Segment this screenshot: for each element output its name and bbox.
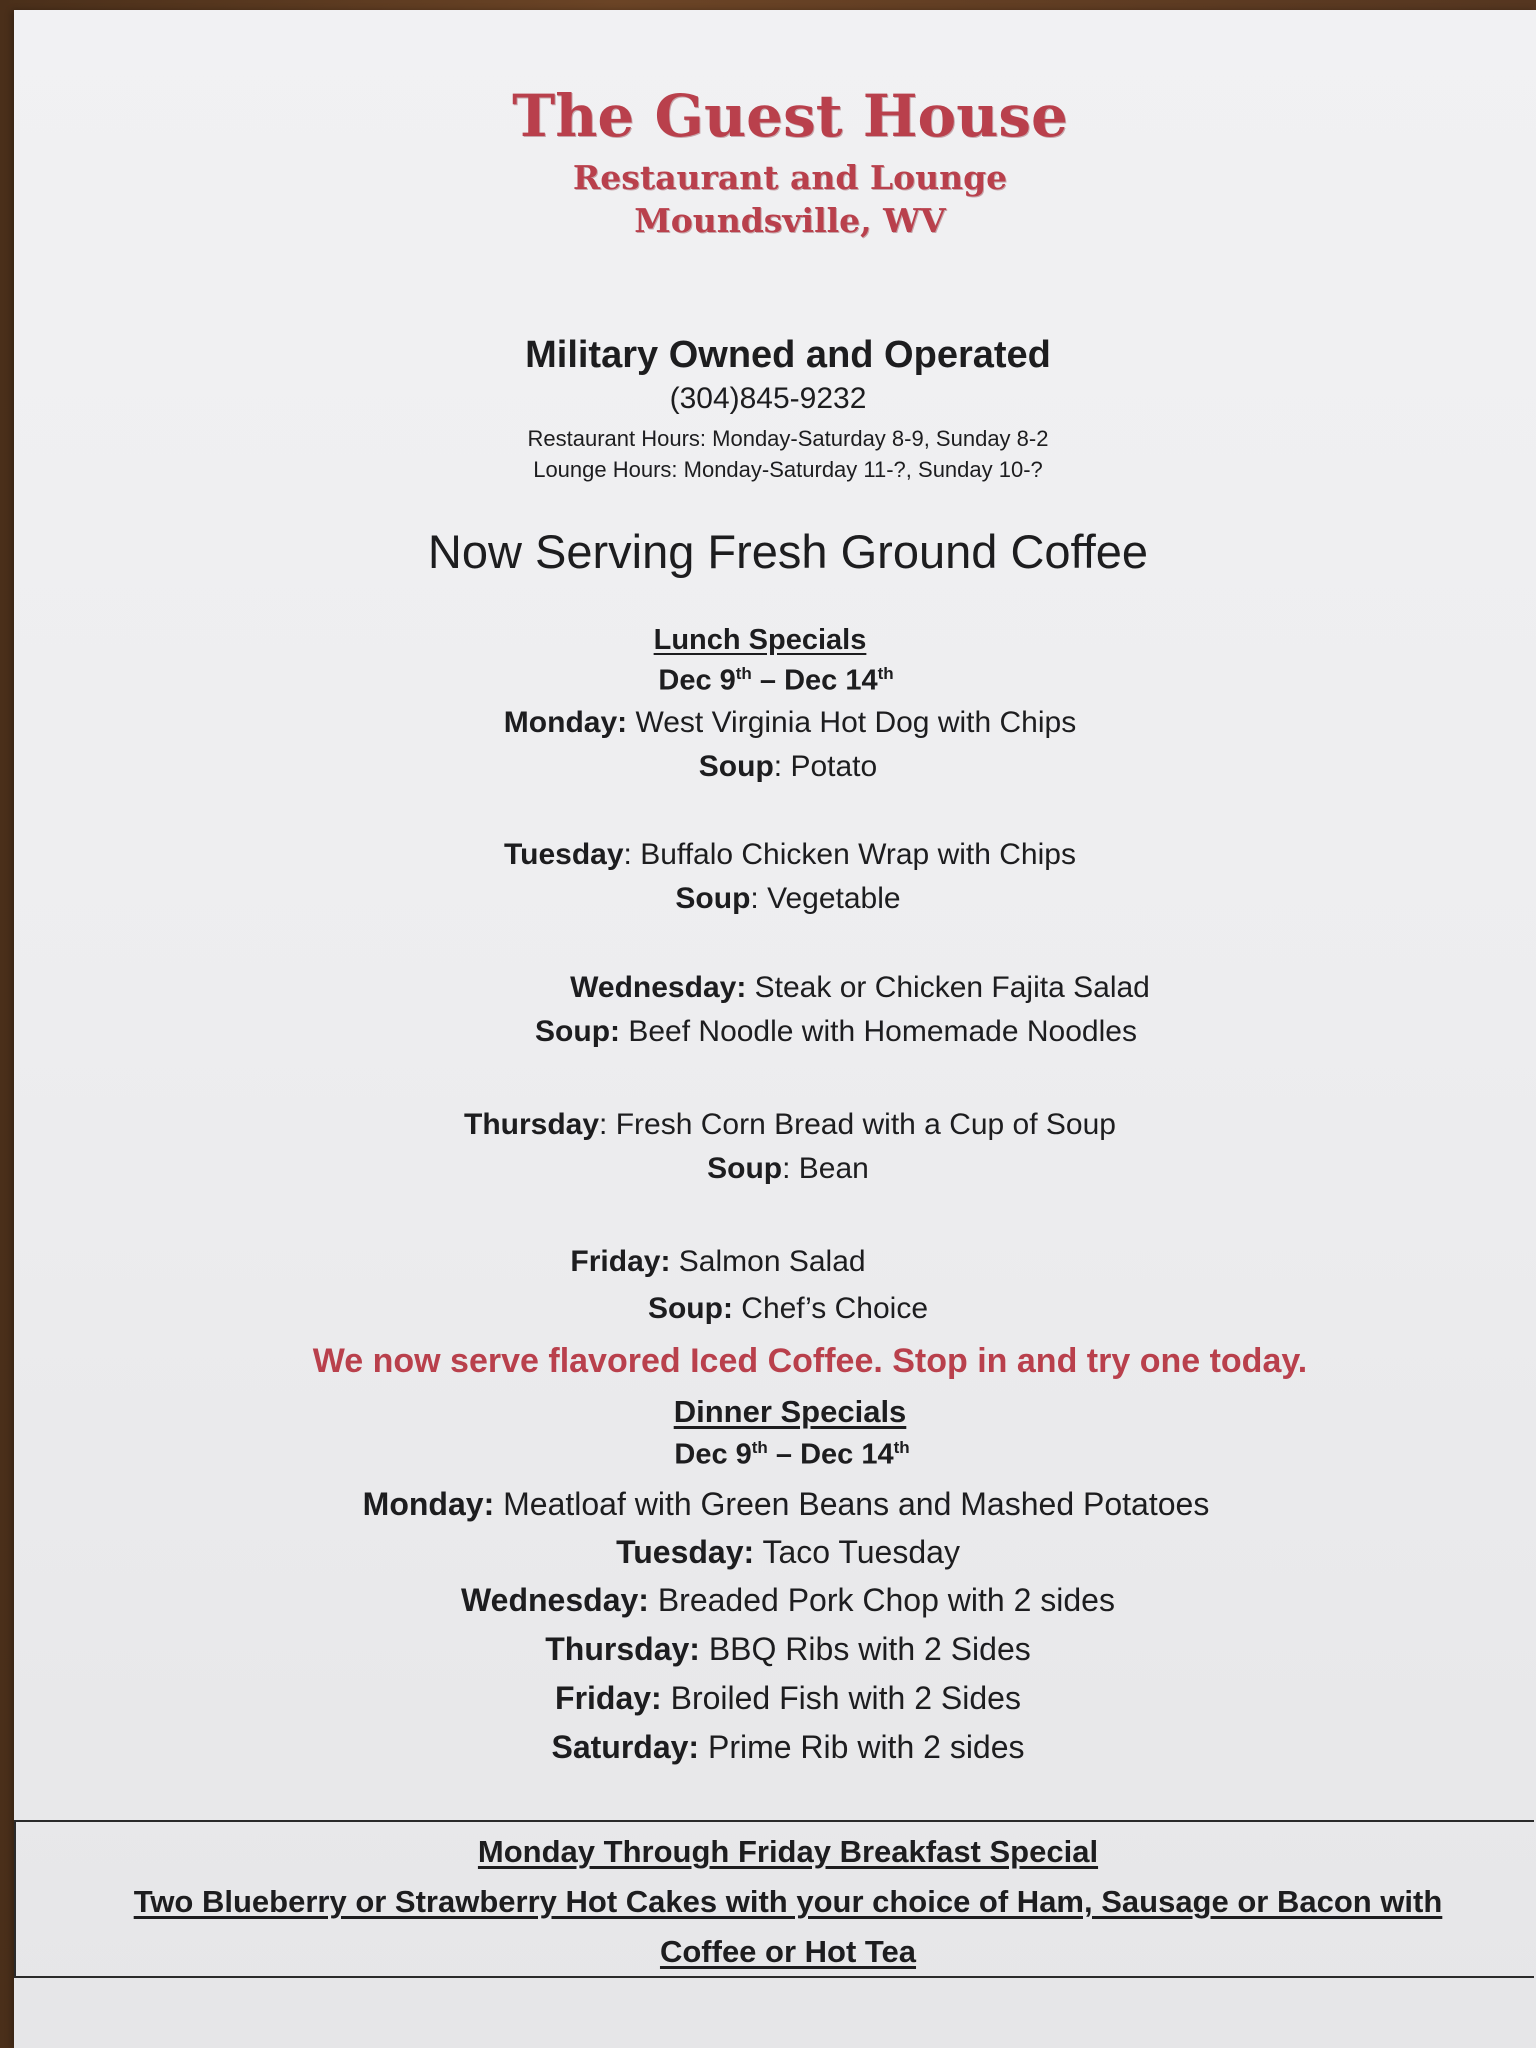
dinner-dates: Dec 9th – Dec 14th <box>674 1438 910 1471</box>
lunch-monday: Monday: West Virginia Hot Dog with Chips <box>503 706 1077 739</box>
dinner-monday: Monday: Meatloaf with Green Beans and Mashed Potatoes <box>362 1486 1210 1522</box>
dinner-friday: Friday: Broiled Fish with 2 Sides <box>555 1680 1021 1716</box>
lunch-friday: Friday: Salmon Salad <box>570 1245 866 1278</box>
lunch-monday-soup: Soup: Potato <box>698 750 878 783</box>
ownership-line: Military Owned and Operated <box>525 334 1051 376</box>
lunch-thursday-soup: Soup: Bean <box>707 1152 869 1185</box>
lunch-thursday: Thursday: Fresh Corn Bread with a Cup of Soup <box>464 1108 1116 1141</box>
lunch-tuesday: Tuesday: Buffalo Chicken Wrap with Chips <box>504 838 1076 871</box>
dinner-wednesday: Wednesday: Breaded Pork Chop with 2 sides <box>461 1582 1115 1618</box>
lunch-heading: Lunch Specials <box>653 624 867 656</box>
lunch-wednesday-soup: Soup: Beef Noodle with Homemade Noodles <box>535 1015 1137 1048</box>
lounge-hours: Lounge Hours: Monday-Saturday 11-?, Sunday 10-? <box>533 457 1043 482</box>
coffee-banner: Now Serving Fresh Ground Coffee <box>427 525 1149 578</box>
dinner-saturday: Saturday: Prime Rib with 2 sides <box>551 1729 1025 1765</box>
dinner-tuesday: Tuesday: Taco Tuesday <box>616 1534 960 1570</box>
phone-number: (304)845-9232 <box>669 382 867 415</box>
restaurant-hours: Restaurant Hours: Monday-Saturday 8-9, Sunday 8-2 <box>527 426 1049 451</box>
lunch-dates: Dec 9th – Dec 14th <box>658 664 894 697</box>
breakfast-line-2: Coffee or Hot Tea <box>659 1934 917 1969</box>
breakfast-heading: Monday Through Friday Breakfast Special <box>477 1834 1099 1869</box>
dinner-heading: Dinner Specials <box>673 1394 907 1429</box>
lunch-tuesday-soup: Soup: Vegetable <box>675 882 901 915</box>
breakfast-line-1: Two Blueberry or Strawberry Hot Cakes with your choice of Ham, Sausage or Bacon with <box>133 1884 1443 1919</box>
restaurant-location: Moundsville, WV <box>634 201 946 240</box>
dinner-thursday: Thursday: BBQ Ribs with 2 Sides <box>545 1631 1031 1667</box>
restaurant-subtitle: Restaurant and Lounge <box>572 158 1008 197</box>
lunch-friday-soup: Soup: Chef’s Choice <box>647 1292 929 1325</box>
iced-coffee-promo: We now serve flavored Iced Coffee. Stop in and try one today. <box>312 1342 1308 1380</box>
restaurant-name: The Guest House <box>512 82 1068 150</box>
lunch-wednesday: Wednesday: Steak or Chicken Fajita Salad <box>570 971 1150 1004</box>
